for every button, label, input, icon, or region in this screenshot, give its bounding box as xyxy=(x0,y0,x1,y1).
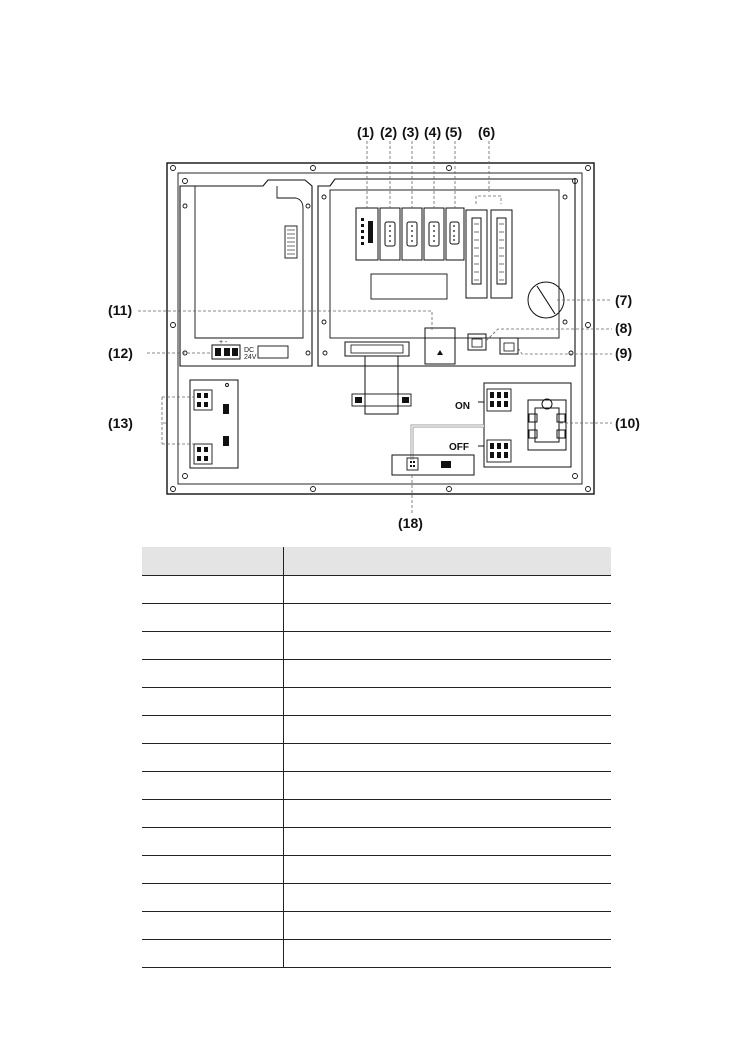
table-row xyxy=(142,604,611,632)
table-cell xyxy=(284,744,612,772)
label-plate xyxy=(371,274,447,299)
table-row xyxy=(142,744,611,772)
callout-4: (4) xyxy=(424,124,442,140)
callout-12: (12) xyxy=(108,345,133,361)
left-inner-cover xyxy=(195,186,303,338)
table-cell xyxy=(284,660,612,688)
table-cell xyxy=(284,576,612,604)
table-row xyxy=(142,716,611,744)
table-cell xyxy=(142,632,284,660)
table-row xyxy=(142,632,611,660)
table-row xyxy=(142,800,611,828)
table-cell xyxy=(142,576,284,604)
table-cell xyxy=(284,800,612,828)
callout-11: (11) xyxy=(108,302,133,318)
callout-9: (9) xyxy=(615,345,633,361)
table-row xyxy=(142,828,611,856)
table-cell xyxy=(284,828,612,856)
table-cell xyxy=(284,772,612,800)
table-cell xyxy=(142,828,284,856)
power-polarity-label: + - xyxy=(219,339,228,346)
spec-table xyxy=(142,547,611,968)
lan-port-2 xyxy=(500,338,518,354)
table-cell xyxy=(142,604,284,632)
off-label: OFF xyxy=(449,442,469,453)
callout-2: (2) xyxy=(380,124,398,140)
table-cell xyxy=(284,884,612,912)
table-cell xyxy=(284,856,612,884)
callout-3: (3) xyxy=(402,124,420,140)
table-header-cell xyxy=(142,547,284,576)
callout-5: (5) xyxy=(445,124,463,140)
table-row xyxy=(142,576,611,604)
on-label: ON xyxy=(455,401,470,412)
table-cell xyxy=(142,660,284,688)
table-cell xyxy=(142,744,284,772)
table-cell xyxy=(284,632,612,660)
table-row xyxy=(142,884,611,912)
io-connectors xyxy=(466,210,512,298)
table-cell xyxy=(142,800,284,828)
dsub-connectors xyxy=(380,208,464,260)
bracket-assembly xyxy=(528,399,566,450)
table-row xyxy=(142,912,611,940)
callout-1: (1) xyxy=(357,124,375,140)
table-row xyxy=(142,856,611,884)
usb-port-11 xyxy=(425,328,455,364)
table-cell xyxy=(142,940,284,968)
flat-cable-connector xyxy=(345,342,409,356)
table-cell xyxy=(284,716,612,744)
callout-18: (18) xyxy=(398,515,423,531)
table-cell xyxy=(284,688,612,716)
callout-7: (7) xyxy=(615,292,633,308)
table-cell xyxy=(142,912,284,940)
table-cell xyxy=(142,716,284,744)
flat-cable xyxy=(365,356,398,414)
table-header-cell xyxy=(284,547,612,576)
lan-port-1 xyxy=(468,334,486,350)
callout-13: (13) xyxy=(108,415,133,431)
connector-18 xyxy=(392,455,474,475)
table-row xyxy=(142,940,611,968)
callout-10: (10) xyxy=(615,415,640,431)
callout-6: (6) xyxy=(478,124,496,140)
table-header-row xyxy=(142,547,611,576)
table-cell xyxy=(142,884,284,912)
callout-8: (8) xyxy=(615,320,633,336)
table-row xyxy=(142,660,611,688)
terminal-block-1 xyxy=(356,208,378,260)
table-row xyxy=(142,772,611,800)
leader-lines xyxy=(138,141,612,514)
power-dc-label: DC xyxy=(244,347,255,354)
table-row xyxy=(142,688,611,716)
power-24v-label: 24V xyxy=(244,354,257,361)
table-cell xyxy=(284,604,612,632)
table-cell xyxy=(142,856,284,884)
table-cell xyxy=(142,688,284,716)
table-cell xyxy=(284,912,612,940)
power-label-plate xyxy=(258,346,288,358)
table-cell xyxy=(284,940,612,968)
table-cell xyxy=(142,772,284,800)
